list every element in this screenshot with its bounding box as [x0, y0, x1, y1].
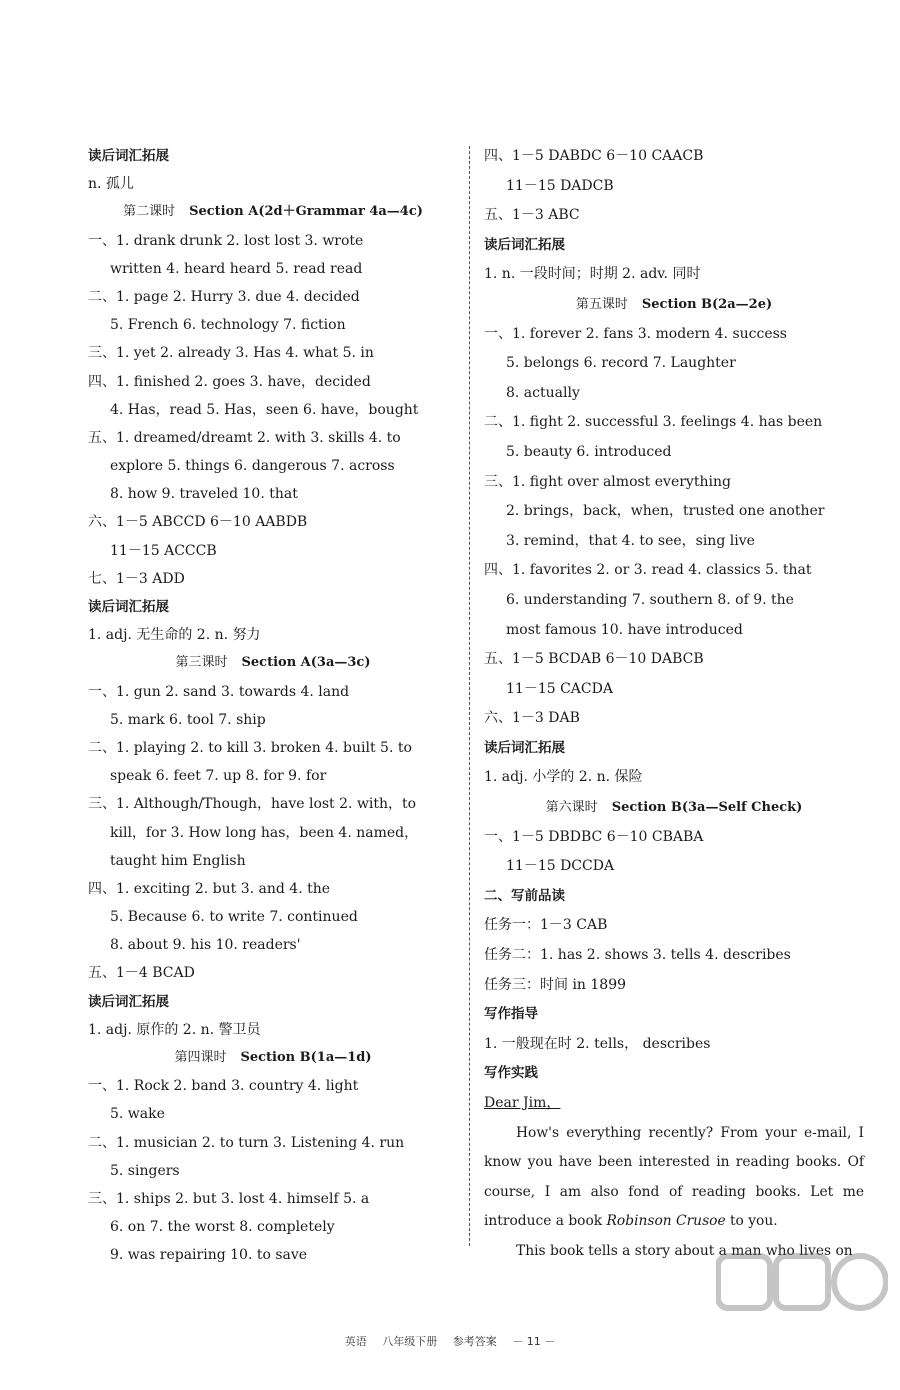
right-line: 写作指导 [484, 1006, 538, 1023]
lesson-number: 第四课时 [174, 1050, 227, 1065]
left-line [88, 649, 458, 677]
lesson-section: Section B(2a—2e) [641, 296, 773, 312]
left-line: 二、1. musician 2. to turn 3. Listening 4. run [88, 1134, 405, 1151]
footer-subject: 英语 [344, 1335, 367, 1348]
left-line: 读后词汇拓展 [88, 993, 169, 1010]
left-line: 四、1. exciting 2. but 3. and 4. the [88, 880, 331, 897]
left-line [88, 198, 458, 226]
column-divider [469, 146, 470, 1246]
right-line: 六、1－3 DAB [484, 710, 580, 727]
watermark-logo-icon [716, 1252, 888, 1312]
right-line: 6. understanding 7. southern 8. of 9. the [506, 591, 794, 608]
right-line: 8. actually [506, 384, 580, 401]
left-line: 四、1. finished 2. goes 3. have，decided [88, 373, 371, 390]
left-line: 5. Because 6. to write 7. continued [110, 909, 358, 926]
page-footer [0, 1333, 900, 1349]
right-line: 11－15 DADCB [506, 177, 614, 194]
left-line: 8. how 9. traveled 10. that [110, 486, 298, 503]
footer-label: 参考答案 [452, 1335, 497, 1348]
right-line: 1. n. 一段时间；时期 2. adv. 同时 [484, 266, 701, 283]
right-line: 任务一：1－3 CAB [484, 917, 608, 934]
left-line [88, 1044, 458, 1072]
left-line: explore 5. things 6. dangerous 7. across [110, 458, 395, 475]
right-line [484, 793, 864, 823]
left-line: 三、1. yet 2. already 3. Has 4. what 5. in [88, 345, 374, 362]
essay-paragraph: How's everything recently? From your e-mail, I know you have been interested in reading books. Of course, I am also fond of reading books. Let me introduce a book Robinson Crusoe to you. [484, 1124, 864, 1230]
left-line: kill，for 3. How long has，been 4. named， [110, 824, 419, 841]
right-line: 四、1－5 DABDC 6－10 CAACB [484, 148, 704, 164]
right-line: most famous 10. have introduced [506, 621, 743, 638]
right-line: 任务二：1. has 2. shows 3. tells 4. describes [484, 947, 791, 964]
right-line: 五、1－5 BCDAB 6－10 DABCB [484, 651, 704, 668]
left-line: 5. wake [110, 1106, 165, 1123]
book-title: Robinson Crusoe [606, 1213, 726, 1230]
left-line: 1. adj. 原作的 2. n. 警卫员 [88, 1021, 261, 1038]
right-line: 2. brings，back，when，trusted one another [506, 503, 825, 520]
left-line: 三、1. Although/Though，have lost 2. with，to [88, 796, 417, 813]
left-line: 5. singers [110, 1162, 180, 1179]
right-line: 一、1－5 DBDBC 6－10 CBABA [484, 828, 704, 845]
left-line: written 4. heard heard 5. read read [110, 260, 363, 277]
left-line: 1. adj. 无生命的 2. n. 努力 [88, 627, 261, 644]
lesson-number: 第六课时 [545, 800, 598, 816]
right-line: 11－15 DCCDA [506, 858, 615, 875]
right-line: 三、1. fight over almost everything [484, 473, 731, 490]
right-line: 1. adj. 小学的 2. n. 保险 [484, 769, 643, 786]
left-column [88, 142, 458, 1270]
left-line: n. 孤儿 [88, 176, 134, 193]
left-line: 五、1. dreamed/dreamt 2. with 3. skills 4. to [88, 429, 401, 446]
left-line: 七、1－3 ADD [88, 570, 185, 587]
footer-grade: 八年级下册 [382, 1335, 438, 1348]
right-line: 读后词汇拓展 [484, 236, 565, 253]
left-line: 二、1. page 2. Hurry 3. due 4. decided [88, 288, 360, 305]
lesson-number: 第五课时 [575, 296, 628, 312]
left-line: 二、1. playing 2. to kill 3. broken 4. built 5. to [88, 739, 412, 756]
left-line: 11－15 ACCCB [110, 542, 217, 559]
right-line: 二、1. fight 2. successful 3. feelings 4. has been [484, 414, 823, 431]
right-line: 1. 一般现在时 2. tells， describes [484, 1035, 711, 1052]
right-column [484, 142, 864, 1267]
right-line: 四、1. favorites 2. or 3. read 4. classics 5. that [484, 562, 812, 579]
right-line: 11－15 CACDA [506, 680, 613, 697]
right-line: 5. belongs 6. record 7. Laughter [506, 355, 736, 372]
right-line: 五、1－3 ABC [484, 207, 580, 224]
writing-sample [484, 1119, 864, 1267]
right-line: Dear Jim， [484, 1095, 561, 1111]
right-line: 读后词汇拓展 [484, 739, 565, 756]
essay-paragraph: This book tells a story about a man who lives on [516, 1242, 853, 1259]
right-line: 5. beauty 6. introduced [506, 443, 672, 460]
left-line: 一、1. Rock 2. band 3. country 4. light [88, 1078, 359, 1095]
left-line: 6. on 7. the worst 8. completely [110, 1219, 335, 1236]
footer-page-number: － 11 － [512, 1335, 556, 1348]
lesson-number: 第二课时 [123, 204, 176, 220]
left-line: 8. about 9. his 10. readers' [110, 937, 301, 954]
lesson-section: Section B(3a—Self Check) [611, 800, 803, 816]
lesson-section: Section B(1a—1d) [240, 1050, 372, 1065]
left-line: 五、1－4 BCAD [88, 965, 195, 982]
left-line: 一、1. drank drunk 2. lost lost 3. wrote [88, 232, 364, 249]
lesson-number: 第三课时 [175, 655, 228, 671]
left-line: 一、1. gun 2. sand 3. towards 4. land [88, 683, 350, 700]
left-line: 三、1. ships 2. but 3. lost 4. himself 5. a [88, 1190, 370, 1207]
left-line: 4. Has，read 5. Has，seen 6. have，bought [110, 401, 419, 418]
right-line [484, 290, 864, 320]
lesson-section: Section A(2d＋Grammar 4a—4c) [189, 204, 423, 220]
right-line: 写作实践 [484, 1065, 538, 1082]
right-line: 二、写前品读 [484, 887, 565, 904]
right-line: 3. remind，that 4. to see，sing live [506, 532, 755, 549]
left-line: 读后词汇拓展 [88, 148, 169, 164]
right-line: 任务三：时间 in 1899 [484, 976, 627, 993]
left-line: taught him English [110, 852, 246, 869]
left-line: 5. mark 6. tool 7. ship [110, 711, 266, 728]
right-line: 一、1. forever 2. fans 3. modern 4. success [484, 325, 787, 342]
left-line: 9. was repairing 10. to save [110, 1247, 308, 1264]
lesson-section: Section A(3a—3c) [241, 655, 371, 671]
left-line: speak 6. feet 7. up 8. for 9. for [110, 768, 327, 785]
left-line: 读后词汇拓展 [88, 599, 169, 615]
left-line: 5. French 6. technology 7. fiction [110, 317, 346, 334]
left-line: 六、1－5 ABCCD 6－10 AABDB [88, 514, 308, 531]
